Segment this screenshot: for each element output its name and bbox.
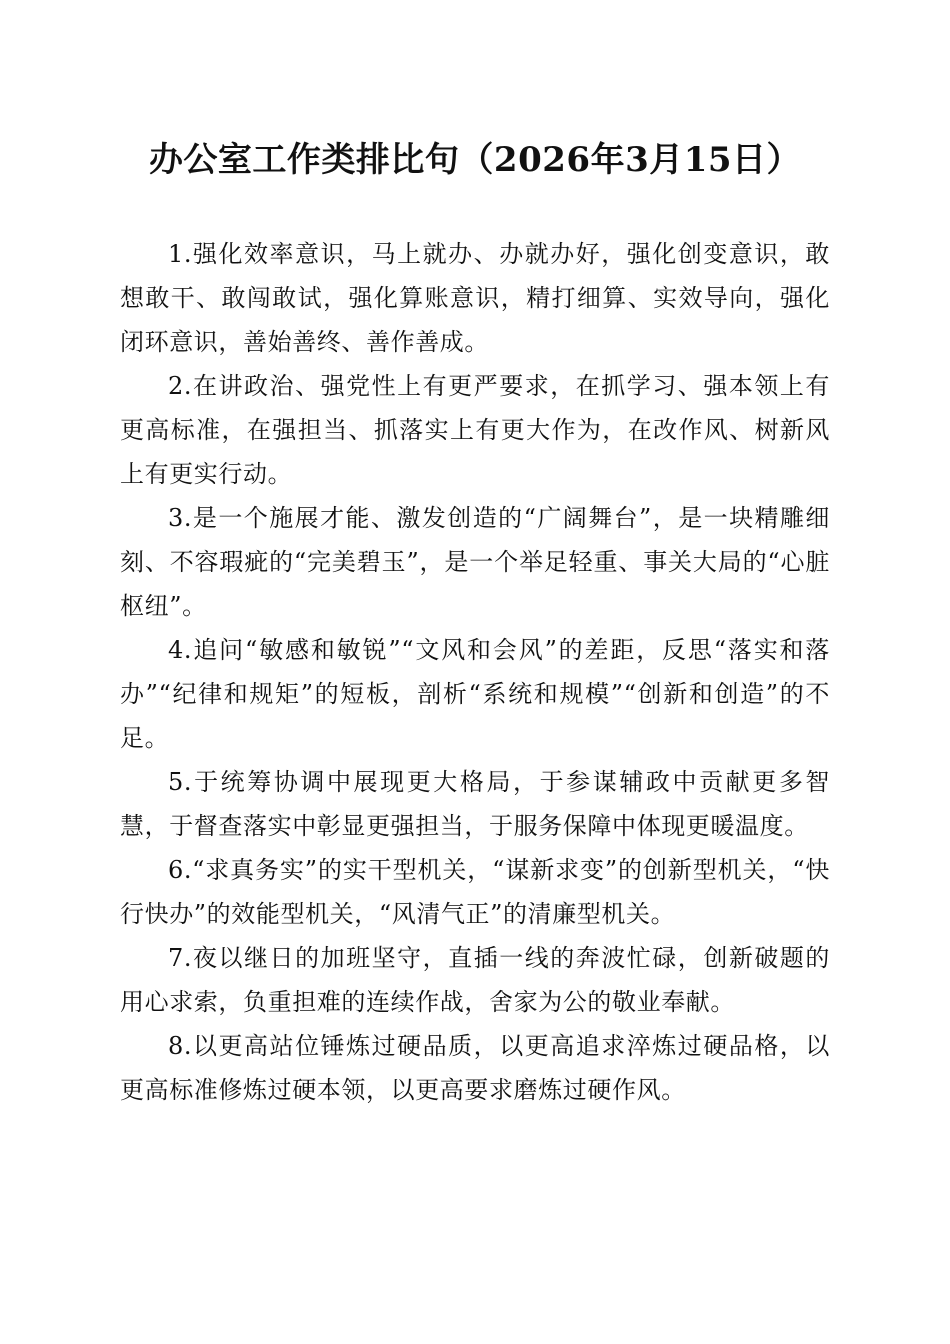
paragraph-4: 4.追问“敏感和敏锐”“文风和会风”的差距，反思“落实和落办”“纪律和规矩”的短板，剖析“系统和规模”“创新和创造”的不足。 bbox=[120, 636, 830, 752]
paragraph-1: 1.强化效率意识，马上就办、办就办好，强化创变意识，敢想敢干、敢闯敢试，强化算账意识，精打细算、实效导向，强化闭环意识，善始善终、善作善成。 bbox=[120, 240, 830, 356]
paragraph-7: 7.夜以继日的加班坚守，直插一线的奔波忙碌，创新破题的用心求索，负重担难的连续作战，舍家为公的敬业奉献。 bbox=[120, 944, 830, 1016]
paragraph-2: 2.在讲政治、强党性上有更严要求，在抓学习、强本领上有更高标准，在强担当、抓落实上有更大作为，在改作风、树新风上有更实行动。 bbox=[120, 372, 830, 488]
document-body bbox=[120, 232, 830, 1112]
document-title: 办公室工作类排比句（2026年3月15日） bbox=[148, 140, 802, 180]
paragraph-5: 5.于统筹协调中展现更大格局，于参谋辅政中贡献更多智慧，于督查落实中彰显更强担当，于服务保障中体现更暖温度。 bbox=[120, 768, 830, 840]
paragraph-3: 3.是一个施展才能、激发创造的“广阔舞台”，是一块精雕细刻、不容瑕疵的“完美碧玉”，是一个举足轻重、事关大局的“心脏枢纽”。 bbox=[120, 504, 830, 620]
paragraph-6: 6.“求真务实”的实干型机关，“谋新求变”的创新型机关，“快行快办”的效能型机关，“风清气正”的清廉型机关。 bbox=[120, 856, 830, 928]
paragraph-8: 8.以更高站位锤炼过硬品质，以更高追求淬炼过硬品格，以更高标准修炼过硬本领，以更高要求磨炼过硬作风。 bbox=[120, 1032, 830, 1104]
